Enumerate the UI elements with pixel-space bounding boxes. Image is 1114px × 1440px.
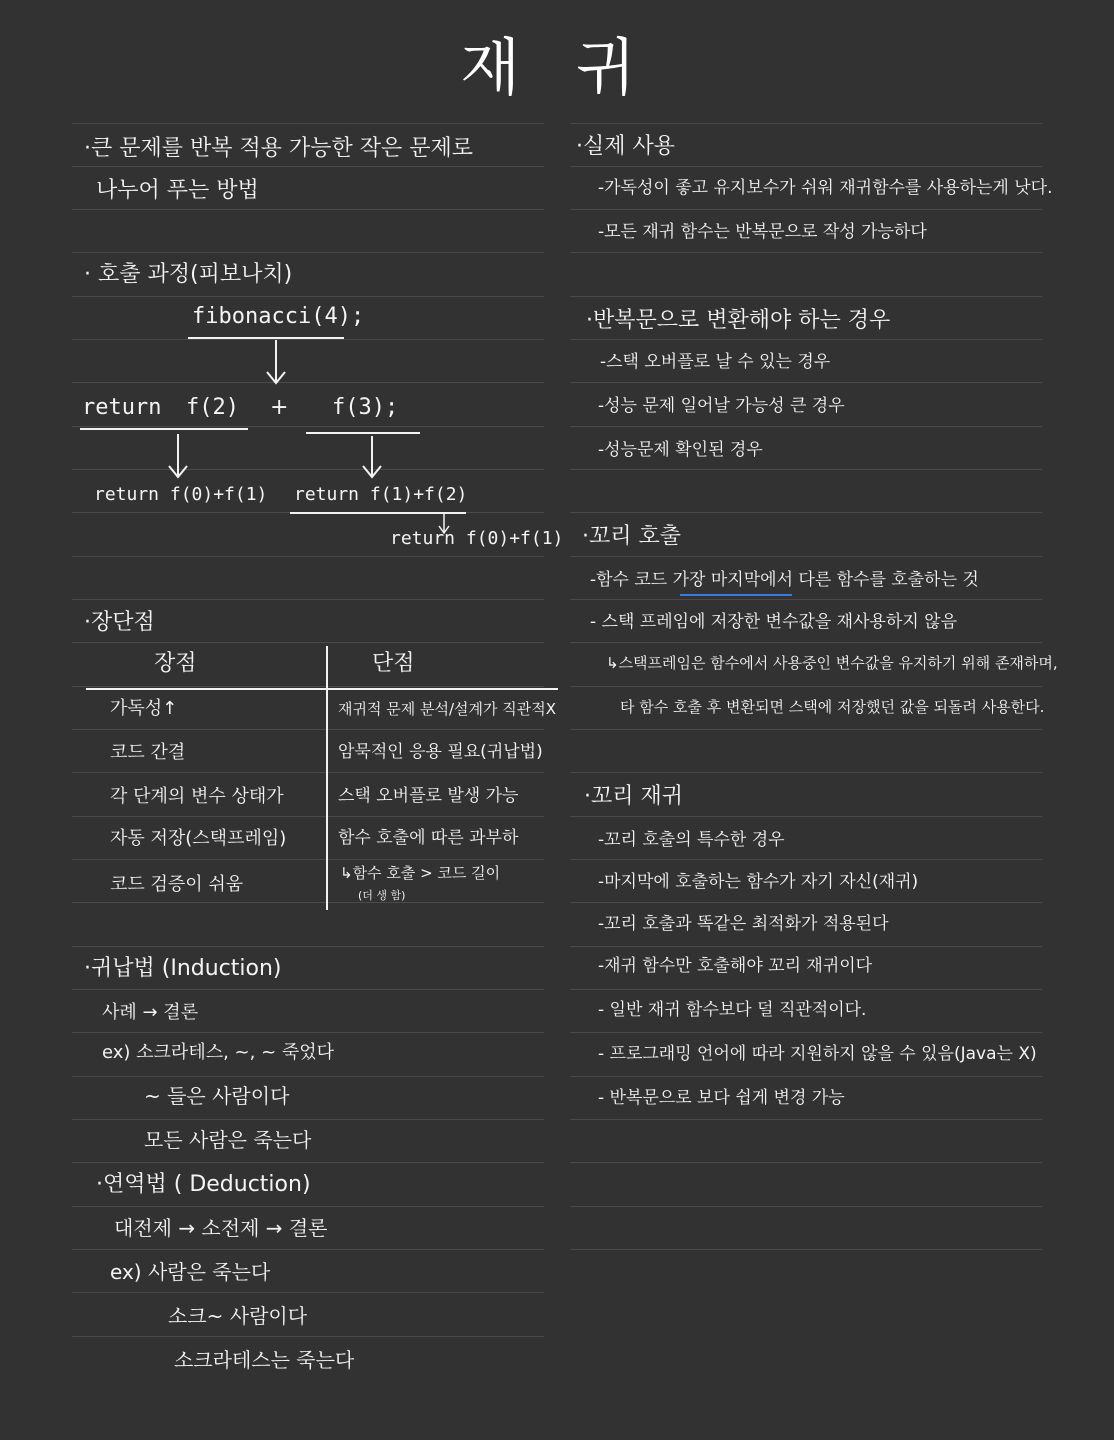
tail-call-note: 타 함수 호출 후 변환되면 스택에 저장했던 값을 되돌려 사용한다. [620, 698, 1045, 716]
cons-note: (더 생 함) [358, 889, 406, 902]
tail-call-heading: ·꼬리 호출 [582, 524, 681, 549]
deduction-line: 대전제 → 소전제 → 결론 [114, 1216, 328, 1240]
highlight-underline [680, 594, 792, 596]
convert-item: -성능 문제 일어날 가능성 큰 경우 [598, 396, 845, 416]
induction-line: ~ 들은 사람이다 [144, 1084, 290, 1108]
down-arrow-icon [264, 340, 288, 386]
deduction-line: 소크라테스는 죽는다 [174, 1348, 355, 1372]
pros-item: 각 단계의 변수 상태가 [110, 786, 284, 807]
level2-right: return f(1)+f(2) [294, 484, 468, 505]
cons-item: 재귀적 문제 분석/설계가 직관적X [338, 700, 557, 718]
level2-left: return f(0)+f(1) [94, 484, 268, 505]
tail-recursion-item: -마지막에 호출하는 함수가 자기 자신(재귀) [598, 872, 919, 892]
pros-cons-heading: ·장단점 [84, 610, 155, 635]
pros-item: 자동 저장(스택프레임) [110, 828, 287, 849]
level3: return f(0)+f(1) [390, 528, 564, 549]
table-header-divider [86, 688, 558, 690]
convert-item: -성능문제 확인된 경우 [598, 440, 763, 460]
cons-item: 함수 호출에 따른 과부하 [338, 828, 519, 848]
call-process-heading: · 호출 과정(피보나치) [84, 262, 293, 287]
cons-column-header: 단점 [372, 651, 415, 676]
tail-recursion-item: - 일반 재귀 함수보다 덜 직관적이다. [598, 1000, 867, 1020]
tail-recursion-item: -꼬리 호출과 똑같은 최적화가 적용된다 [598, 914, 889, 934]
root-underline [188, 337, 344, 339]
induction-line: 모든 사람은 죽는다 [144, 1128, 312, 1152]
page-title: 재 귀 [460, 31, 654, 104]
induction-line: 사례 → 결론 [102, 1002, 199, 1023]
level1-plus: + [270, 395, 289, 420]
deduction-line: ex) 사람은 죽는다 [110, 1260, 271, 1284]
pros-item: 코드 검증이 쉬움 [110, 874, 244, 895]
deduction-line: 소크~ 사람이다 [168, 1304, 308, 1328]
tail-call-note: ↳스택프레임은 함수에서 사용중인 변수값을 유지하기 위해 존재하며, [606, 654, 1058, 672]
level1-f2: f(2) [186, 395, 239, 420]
fibonacci-root-call: fibonacci(4); [192, 304, 365, 329]
level1-return: return [82, 395, 162, 420]
tail-recursion-heading: ·꼬리 재귀 [584, 784, 683, 809]
usage-heading: ·실제 사용 [576, 134, 675, 159]
cons-item: ↳함수 호출 > 코드 길이 [340, 864, 501, 882]
definition-line-1: ·큰 문제를 반복 적용 가능한 작은 문제로 [84, 136, 473, 161]
cons-item: 스택 오버플로 발생 가능 [338, 786, 519, 806]
convert-item: -스택 오버플로 날 수 있는 경우 [600, 352, 831, 372]
level1-right-underline [306, 432, 420, 434]
usage-item: -가독성이 좋고 유지보수가 쉬워 재귀함수를 사용하는게 낫다. [598, 178, 1053, 198]
level1-f3: f(3); [332, 395, 399, 420]
tail-call-item: -함수 코드 가장 마지막에서 다른 함수를 호출하는 것 [590, 570, 979, 590]
pros-column-header: 장점 [154, 651, 197, 676]
definition-line-2: 나누어 푸는 방법 [96, 178, 259, 203]
table-column-divider [326, 646, 328, 910]
induction-line: ex) 소크라테스, ~, ~ 죽었다 [102, 1042, 335, 1063]
pros-item: 코드 간결 [110, 742, 186, 763]
cons-item: 암묵적인 응용 필요(귀납법) [338, 742, 543, 762]
level1-left-underline [80, 428, 248, 430]
down-arrow-icon [166, 434, 190, 480]
tail-call-item: - 스택 프레임에 저장한 변수값을 재사용하지 않음 [590, 612, 957, 632]
tail-recursion-item: -꼬리 호출의 특수한 경우 [598, 830, 785, 850]
induction-heading: ·귀납법 (Induction) [84, 956, 282, 981]
usage-item: -모든 재귀 함수는 반복문으로 작성 가능하다 [598, 222, 927, 242]
tail-recursion-item: -재귀 함수만 호출해야 꼬리 재귀이다 [598, 956, 873, 976]
deduction-heading: ·연역법 ( Deduction) [96, 1172, 311, 1197]
down-arrow-icon [360, 436, 384, 480]
pros-item: 가독성↑ [110, 698, 178, 719]
tail-recursion-item: - 반복문으로 보다 쉽게 변경 가능 [598, 1088, 845, 1108]
tail-recursion-item: - 프로그래밍 언어에 따라 지원하지 않을 수 있음(Java는 X) [598, 1044, 1037, 1064]
convert-heading: ·반복문으로 변환해야 하는 경우 [586, 308, 891, 333]
